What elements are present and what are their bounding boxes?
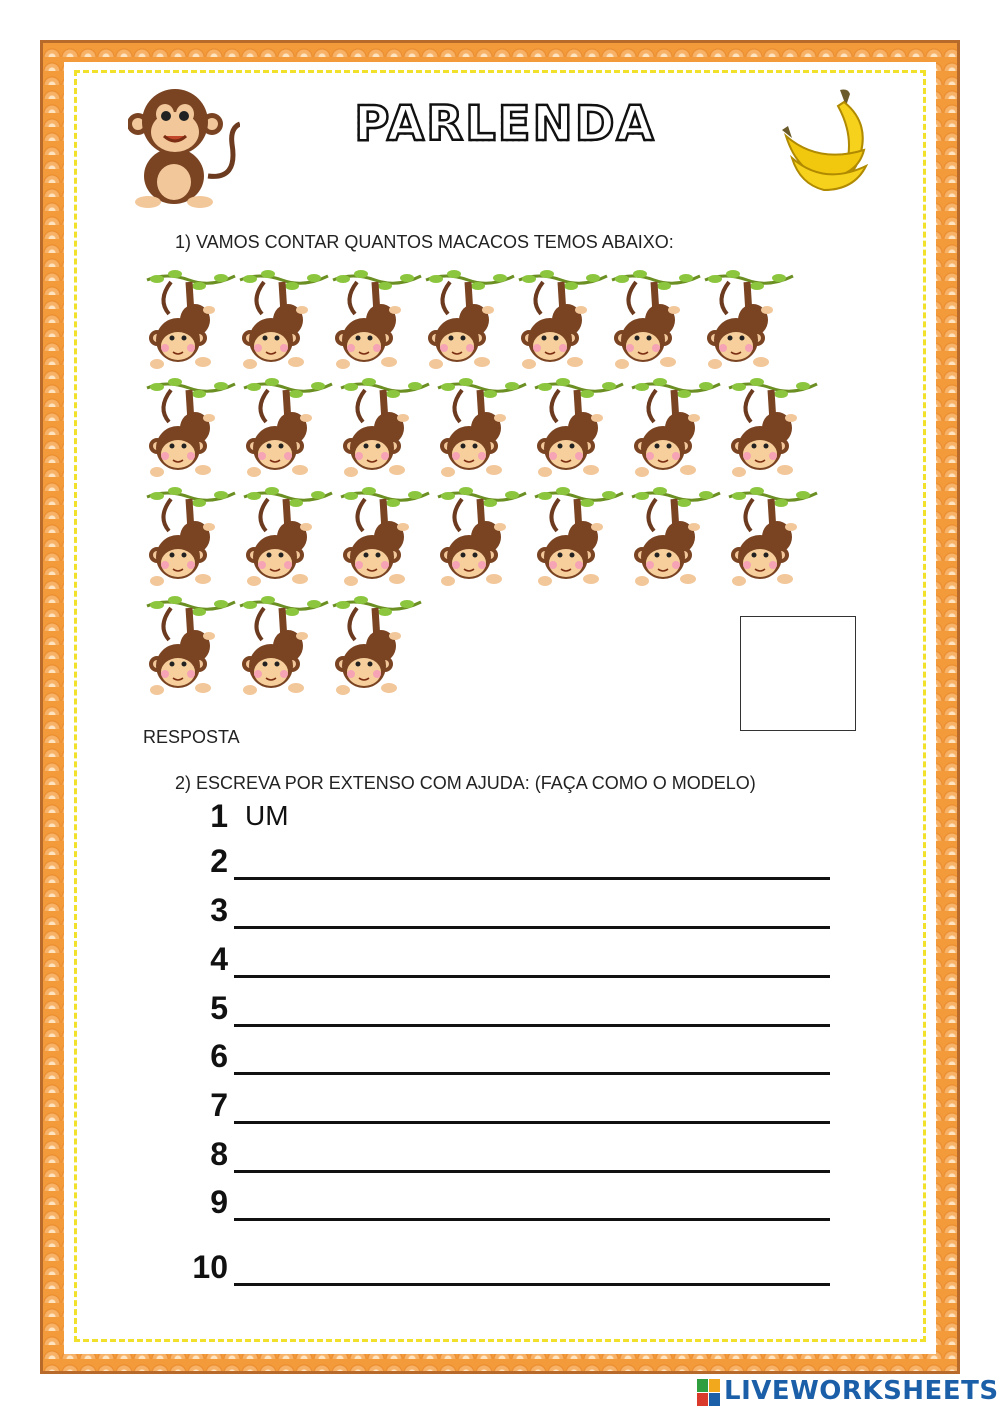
answer-line[interactable] [234, 877, 830, 880]
hanging-monkey [701, 270, 796, 375]
number-label: 6 [210, 1038, 228, 1074]
hanging-monkey [329, 596, 424, 701]
number-row-10 [180, 1249, 840, 1289]
page-title: PARLENDA [354, 96, 656, 152]
hanging-monkey [434, 378, 529, 483]
hanging-monkey [236, 596, 331, 701]
footer-brand: LIVEWORKSHEETS [724, 1376, 999, 1406]
number-label: 9 [210, 1184, 228, 1220]
number-row-8 [180, 1136, 840, 1176]
hanging-monkey [337, 487, 432, 592]
question-1: 1) VAMOS CONTAR QUANTOS MACACOS TEMOS ABAIXO: [175, 232, 674, 252]
answer-line[interactable] [234, 975, 830, 978]
number-row-4 [180, 941, 840, 981]
banana-illustration [778, 86, 883, 194]
number-label: 1 [210, 798, 228, 834]
answer-line[interactable] [234, 926, 830, 929]
answer-line[interactable] [234, 1218, 830, 1221]
answer-line[interactable] [234, 1283, 830, 1286]
answer-label: RESPOSTA [143, 727, 240, 747]
number-row-6 [180, 1038, 840, 1078]
hanging-monkey [422, 270, 517, 375]
number-row-3 [180, 892, 840, 932]
number-row-1 [180, 798, 840, 838]
number-label: 8 [210, 1136, 228, 1172]
hanging-monkey [628, 487, 723, 592]
number-label: 7 [210, 1087, 228, 1123]
hanging-monkey [240, 378, 335, 483]
answer-line[interactable] [234, 1170, 830, 1173]
number-row-9 [180, 1184, 840, 1224]
model-answer: UM [245, 800, 289, 831]
hanging-monkey [143, 596, 238, 701]
hanging-monkey [515, 270, 610, 375]
hanging-monkey [608, 270, 703, 375]
answer-line[interactable] [234, 1121, 830, 1124]
number-label: 3 [210, 892, 228, 928]
number-label: 10 [192, 1249, 228, 1285]
answer-box[interactable] [740, 616, 856, 731]
hanging-monkey [143, 487, 238, 592]
monkey-illustration [128, 84, 240, 210]
question-2: 2) ESCREVA POR EXTENSO COM AJUDA: (FAÇA COMO O MODELO) [175, 773, 756, 793]
number-label: 2 [210, 843, 228, 879]
number-row-2 [180, 843, 840, 883]
hanging-monkey [725, 487, 820, 592]
hanging-monkey [434, 487, 529, 592]
answer-line[interactable] [234, 1024, 830, 1027]
hanging-monkey [143, 378, 238, 483]
hanging-monkey [337, 378, 432, 483]
hanging-monkey [329, 270, 424, 375]
hanging-monkey [236, 270, 331, 375]
hanging-monkey [531, 378, 626, 483]
number-row-5 [180, 990, 840, 1030]
number-label: 5 [210, 990, 228, 1026]
hanging-monkey [628, 378, 723, 483]
answer-line[interactable] [234, 1072, 830, 1075]
hanging-monkey [531, 487, 626, 592]
number-label: 4 [210, 941, 228, 977]
hanging-monkey [725, 378, 820, 483]
hanging-monkey [143, 270, 238, 375]
hanging-monkey [240, 487, 335, 592]
number-row-7 [180, 1087, 840, 1127]
liveworksheets-logo-icon [697, 1379, 721, 1407]
